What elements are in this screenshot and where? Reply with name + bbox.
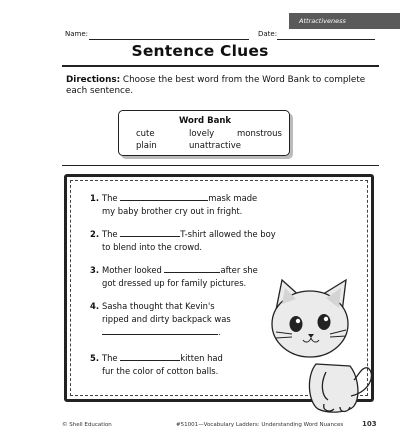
section-rule <box>62 165 379 166</box>
footer-title: #51001—Vocabulary Ladders: Understanding Word Nuances <box>176 422 344 428</box>
question-text: kitten had <box>180 353 223 363</box>
question-number: 5. <box>90 353 100 363</box>
word-bank-word: cute <box>136 129 155 139</box>
question-text: to blend into the crowd. <box>102 242 203 252</box>
date-label: Date: <box>258 30 278 38</box>
question-text: Sasha thought that Kevin's <box>102 301 215 311</box>
name-line[interactable] <box>89 39 249 40</box>
word-bank-word: lovely <box>189 129 215 139</box>
word-bank-word: unattractive <box>189 141 241 151</box>
question-number: 1. <box>90 193 100 203</box>
word-bank-word: monstrous <box>237 129 282 139</box>
question-1 <box>90 192 302 218</box>
question-number: 3. <box>90 265 100 275</box>
answer-blank[interactable] <box>102 326 218 335</box>
question-5 <box>90 352 262 378</box>
answer-blank[interactable] <box>164 264 220 273</box>
question-text: . <box>218 327 221 337</box>
answer-blank[interactable] <box>120 192 208 201</box>
name-label: Name: <box>65 30 89 38</box>
kitten-illustration <box>258 276 383 416</box>
question-number: 2. <box>90 229 100 239</box>
question-text: Mother looked <box>102 265 162 275</box>
section-tag <box>289 13 400 29</box>
question-text: mask made <box>208 193 258 203</box>
question-text: my baby brother cry out in fright. <box>102 206 243 216</box>
question-text: ripped and dirty backpack was <box>102 314 231 324</box>
question-text: The <box>102 229 118 239</box>
question-text: fur the color of cotton balls. <box>102 366 219 376</box>
directions <box>66 75 376 97</box>
question-4 <box>90 300 262 339</box>
directions-text: Choose the best word from the Word Bank to complete each sentence. <box>66 75 366 96</box>
page-title: Sentence Clues <box>131 42 269 60</box>
answer-blank[interactable] <box>120 352 180 361</box>
section-tag-label: Attractiveness <box>299 17 346 25</box>
question-text: The <box>102 353 118 363</box>
date-line[interactable] <box>277 39 375 40</box>
question-text: got dressed up for family pictures. <box>102 278 247 288</box>
word-bank-word: plain <box>136 141 157 151</box>
answer-blank[interactable] <box>120 228 180 237</box>
directions-label: Directions: <box>66 75 121 85</box>
question-2 <box>90 228 302 254</box>
question-text: T-shirt allowed the boy <box>180 229 276 239</box>
page-number: 103 <box>362 420 377 428</box>
title-rule <box>62 65 379 67</box>
word-bank <box>118 110 290 156</box>
word-bank-title: Word Bank <box>178 116 232 126</box>
footer-copyright: © Shell Education <box>62 422 112 428</box>
question-text: The <box>102 193 118 203</box>
question-number: 4. <box>90 301 100 311</box>
question-text: after she <box>220 265 258 275</box>
